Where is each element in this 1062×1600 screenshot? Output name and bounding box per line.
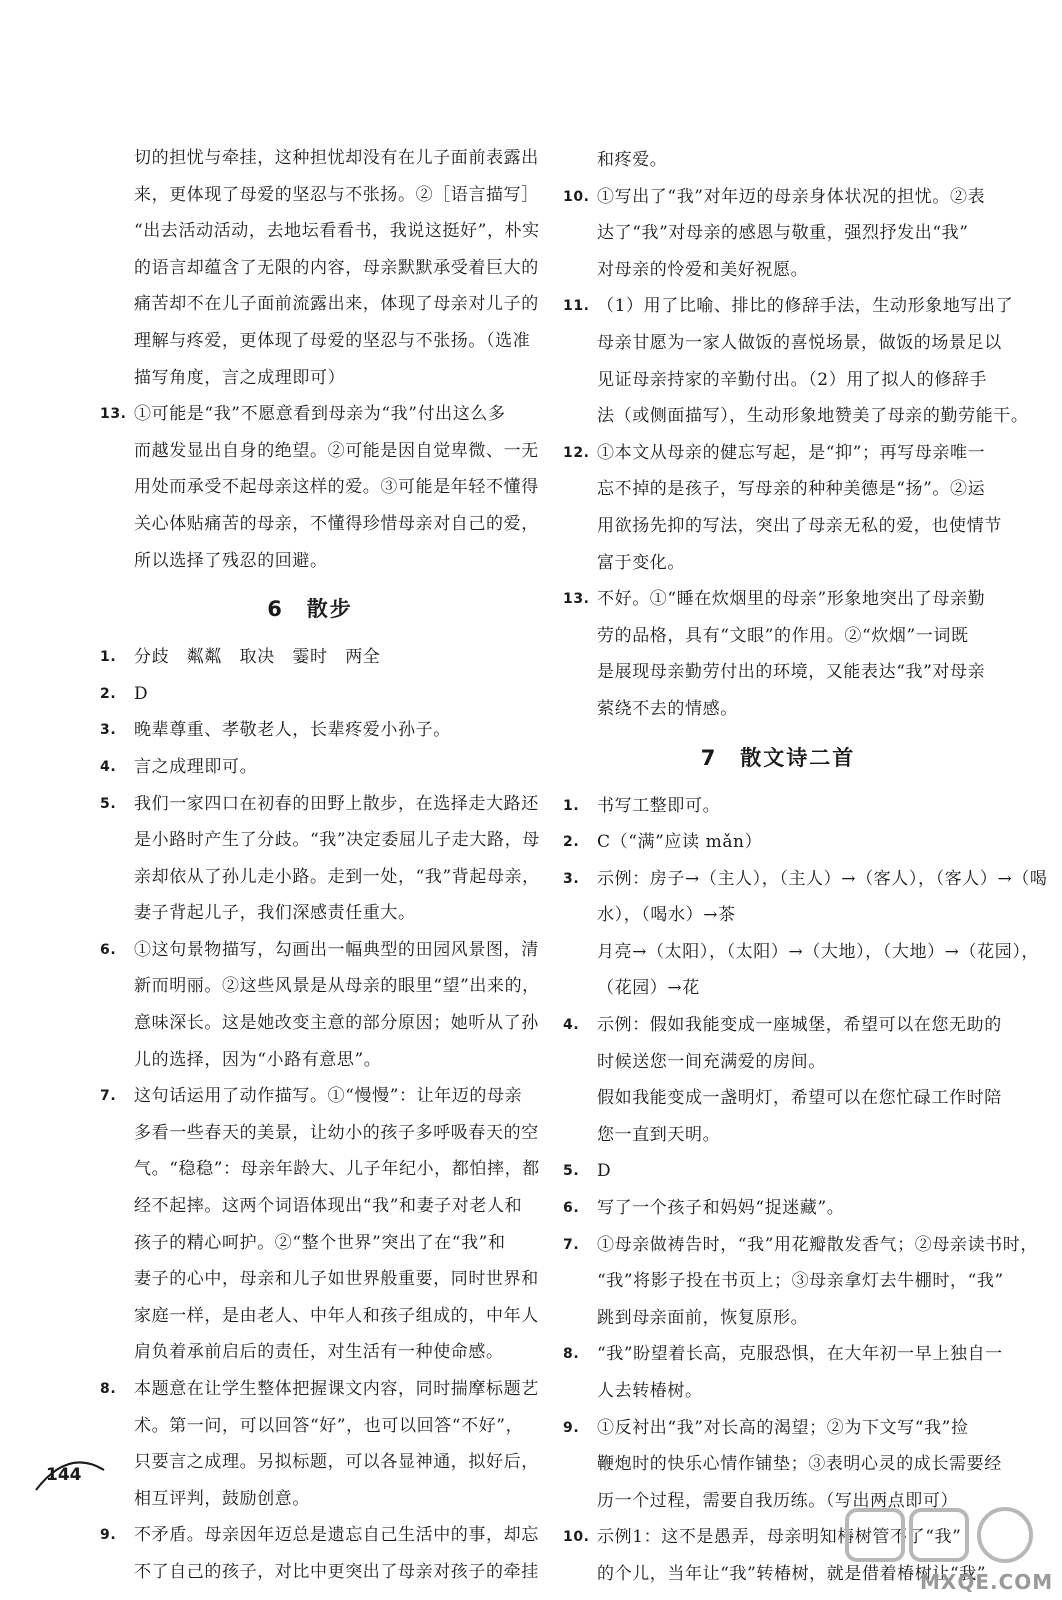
answer-number: 6.: [563, 1200, 580, 1217]
answer-number: 3.: [100, 722, 117, 739]
text-line: 见证母亲持家的辛勤付出。（2）用了拟人的修辞手: [597, 369, 988, 390]
answer-item: [100, 1371, 539, 1517]
continuation-answer: [563, 142, 993, 179]
answer-item: [563, 179, 993, 289]
text-line: 言之成理即可。: [134, 756, 258, 777]
answer-number: 13.: [100, 406, 127, 423]
section-heading: 7 散文诗二首: [700, 745, 856, 770]
answer-item: [100, 1078, 540, 1371]
text-line: 描写角度，言之成理即可）: [134, 367, 346, 388]
text-line: 来，更体现了母爱的坚忍与不张扬。②［语言描写］: [134, 184, 539, 205]
text-line: 不了自己的孩子，对比中更突出了母亲对孩子的牵挂: [134, 1561, 539, 1582]
answer-number: 8.: [100, 1381, 117, 1397]
answer-logo-icon: [845, 1500, 1045, 1580]
answer-number: 4.: [100, 758, 117, 775]
answer-number: 10.: [563, 1529, 590, 1546]
answer-number: 11.: [563, 298, 590, 315]
text-line: 关心体贴痛苦的母亲，不懂得珍惜母亲对自己的爱，: [134, 513, 539, 534]
answer-item: [100, 639, 520, 676]
answer-number: 6.: [100, 941, 117, 958]
text-line: 萦绕不去的情感。: [597, 698, 738, 719]
text-line: 是小路时产生了分歧。“我”决定委屈儿子走大路，母: [134, 830, 540, 851]
text-line: C（“满”应读 mǎn）: [597, 832, 763, 853]
text-line: 示例：假如我能变成一座城堡，希望可以在您无助的: [597, 1015, 1002, 1036]
text-line: 我们一家四口在初春的田野上散步，在选择走大路还: [134, 793, 539, 814]
text-line: 相互评判，鼓励创意。: [134, 1488, 310, 1509]
text-line: 气。“稳稳”：母亲年龄大、儿子年纪小，都怕摔，都: [134, 1159, 540, 1180]
answer-item: [563, 824, 993, 861]
text-line: “我”将影子投在书页上；③母亲拿灯去牛棚时，“我”: [597, 1271, 1004, 1292]
text-line: 用处而承受不起母亲这样的爱。③可能是年轻不懂得: [134, 477, 539, 498]
text-line: 的个儿，当年让“我”转椿树，就是借着椿树让“我”: [597, 1563, 987, 1584]
answer-number: 13.: [563, 591, 590, 608]
answer-number: 8.: [563, 1346, 580, 1363]
section-answers: [100, 639, 540, 1590]
text-line: 达了“我”对母亲的感恩与敬重，强烈抒发出“我”: [597, 223, 969, 244]
answer-item: [563, 1190, 993, 1227]
answer-number: 4.: [563, 1017, 580, 1034]
watermark-text: MXQE.COM: [920, 1570, 1054, 1594]
text-line: 晚辈尊重、孝敬老人，长辈疼爱小孙子。: [134, 720, 451, 741]
text-line: 写了一个孩子和妈妈“捉迷藏”。: [597, 1198, 845, 1219]
text-line: 经不起摔。这两个词语体现出“我”和妻子对老人和: [134, 1196, 523, 1217]
answer-number: 7.: [563, 1236, 580, 1253]
text-line: 儿的选择，因为“小路有意思”。: [134, 1049, 382, 1070]
text-line: 对母亲的怜爱和美好祝愿。: [597, 259, 809, 280]
text-line: 劳的品格，具有“文眼”的作用。②“炊烟”一词既: [597, 625, 969, 646]
answer-number: 10.: [563, 188, 590, 205]
text-line: ①写出了“我”对年迈的母亲身体状况的担忧。②表: [597, 186, 986, 207]
text-line: （花园）→花: [597, 978, 700, 999]
text-line: 书写工整即可。: [597, 795, 721, 816]
answer-number: 5.: [563, 1163, 580, 1180]
text-line: 和疼爱。: [597, 150, 668, 170]
answer-number: 1.: [563, 797, 580, 814]
text-line: 妻子的心中，母亲和儿子如世界般重要，同时世界和: [134, 1269, 539, 1290]
answer-item: [563, 581, 993, 727]
text-line: ①反衬出“我”对长高的渴望；②为下文写“我”捡: [597, 1417, 969, 1438]
text-line: ①母亲做祷告时，“我”用花瓣散发香气；②母亲读书时，: [597, 1234, 1038, 1255]
answer-number: 2.: [563, 834, 580, 851]
answer-item: [100, 749, 520, 786]
answer-item: [563, 435, 1002, 581]
right-column: [563, 142, 1048, 1593]
text-line: 家庭一样，是由老人、中年人和孩子组成的，中年人: [134, 1305, 539, 1326]
text-line: 本题意在让学生整体把握课文内容，同时揣摩标题艺: [134, 1379, 539, 1399]
answer-item: [100, 932, 540, 1078]
answer-item: [563, 1336, 1003, 1409]
section-answers: [563, 788, 1048, 1593]
left-column: [100, 140, 540, 1591]
text-line: 分歧 粼粼 取决 霎时 两全: [134, 647, 381, 668]
answer-number: 3.: [563, 870, 580, 887]
answer-item: [100, 786, 540, 932]
page-number: 144: [46, 1465, 82, 1485]
text-line: ①本文从母亲的健忘写起，是“抑”；再写母亲唯一: [597, 442, 986, 463]
section-answers: [563, 179, 1029, 728]
text-line: D: [597, 1161, 612, 1182]
answer-number: 5.: [100, 795, 117, 812]
text-line: 术。第一问，可以回答“好”，也可以回答“不好”，: [134, 1415, 524, 1436]
text-line: 亲却依从了孙儿走小路。走到一处，“我”背起母亲，: [134, 866, 540, 887]
answer-item: [563, 1153, 993, 1190]
text-line: 肩负着承前启后的责任，对生活有一种使命感。: [134, 1342, 504, 1363]
text-line: 示例1：这不是愚弄，母亲明知椿树管不了“我”: [597, 1527, 962, 1548]
answer-item: [563, 861, 1048, 1007]
text-line: 是展现母亲勤劳付出的环境，又能表达“我”对母亲: [597, 662, 986, 683]
answer-number: 9.: [563, 1419, 580, 1436]
text-line: 而越发显出自身的绝望。②可能是因自觉卑微、一无: [134, 440, 539, 461]
text-line: “出去活动活动，去地坛看看书，我说这挺好”，朴实: [134, 221, 540, 242]
text-line: 痛苦却不在儿子面前流露出来，体现了母亲对儿子的: [134, 294, 539, 315]
text-line: 不好。①“睡在炊烟里的母亲”形象地突出了母亲勤: [597, 589, 986, 610]
answer-item: [100, 676, 520, 713]
answer-item: [563, 288, 1029, 434]
text-line: （1）用了比喻、排比的修辞手法，生动形象地写出了: [597, 296, 1014, 317]
text-line: 法（或侧面描写），生动形象地赞美了母亲的勤劳能干。: [597, 406, 1029, 427]
text-line: ①可能是“我”不愿意看到母亲为“我”付出这么多: [134, 404, 506, 425]
text-line: “我”盼望着长高，克服恐惧，在大年初一早上独自一: [597, 1344, 1003, 1365]
text-line: 多看一些春天的美景，让幼小的孩子多呼吸春天的空: [134, 1122, 539, 1143]
text-line: 用欲扬先抑的写法，突出了母亲无私的爱，也使情节: [597, 515, 1002, 536]
text-line: 时候送您一间充满爱的房间。: [597, 1051, 826, 1072]
text-line: 人去转椿树。: [597, 1381, 703, 1401]
text-line: 所以选择了残忍的回避。: [134, 550, 328, 571]
text-line: 水），（喝水）→茶: [597, 905, 736, 926]
text-line: ①这句景物描写，勾画出一幅典型的田园风景图，清: [134, 939, 539, 960]
section-heading: 6 散步: [267, 597, 353, 622]
text-line: 孩子的精心呵护。②“整个世界”突出了在“我”和: [134, 1232, 506, 1253]
answer-number: 9.: [100, 1527, 117, 1544]
answer-item: [100, 712, 520, 749]
text-line: 母亲甘愿为一家人做饭的喜悦场景，做饭的场景足以: [597, 332, 1002, 353]
text-line: 示例：房子→（主人），（主人）→（客人），（客人）→（喝: [597, 868, 1048, 889]
text-line: 月亮→（太阳），（太阳）→（大地），（大地）→（花园），: [597, 941, 1040, 962]
text-line: 切的担忧与牵挂，这种担忧却没有在儿子面前表露出: [134, 148, 539, 168]
answer-item: [563, 1227, 1038, 1337]
text-line: 忘不掉的是孩子，写母亲的种种美德是“扬”。②运: [597, 479, 986, 500]
text-line: 的语言却蕴含了无限的内容，母亲默默承受着巨大的: [134, 257, 539, 278]
text-line: 新而明丽。②这些风景是从母亲的眼里“望”出来的，: [134, 976, 540, 997]
text-line: 富于变化。: [597, 552, 685, 573]
answer-number: 2.: [100, 685, 117, 702]
continuation-answer: [100, 140, 540, 396]
answer-item: [563, 1007, 1002, 1153]
answer-item: [100, 396, 539, 579]
text-line: 历一个过程，需要自我历练。（写出两点即可）: [597, 1490, 959, 1511]
text-line: 这句话运用了动作描写。①“慢慢”：让年迈的母亲: [134, 1086, 523, 1107]
text-line: D: [134, 683, 149, 704]
text-line: 假如我能变成一盏明灯，希望可以在您忙碌工作时陪: [597, 1088, 1002, 1109]
text-line: 只要言之成理。另拟标题，可以各显神通，拟好后，: [134, 1452, 539, 1473]
text-line: 鞭炮时的快乐心情作铺垫；③表明心灵的成长需要经: [597, 1454, 1002, 1475]
text-line: 跳到母亲面前，恢复原形。: [597, 1307, 809, 1328]
answer-number: 7.: [100, 1088, 117, 1105]
answer-number: 12.: [563, 444, 590, 461]
text-line: 理解与疼爱，更体现了母爱的坚忍与不张扬。（选准: [134, 330, 531, 351]
text-line: 您一直到天明。: [597, 1124, 721, 1145]
answer-item: [563, 788, 993, 825]
text-line: 意味深长。这是她改变主意的部分原因；她听从了孙: [134, 1013, 539, 1034]
answer-item: [100, 1517, 539, 1590]
answer-number: 1.: [100, 649, 117, 666]
text-line: 不矛盾。母亲因年迈总是遗忘自己生活中的事，却忘: [134, 1525, 539, 1546]
text-line: 妻子背起儿子，我们深感责任重大。: [134, 903, 416, 924]
